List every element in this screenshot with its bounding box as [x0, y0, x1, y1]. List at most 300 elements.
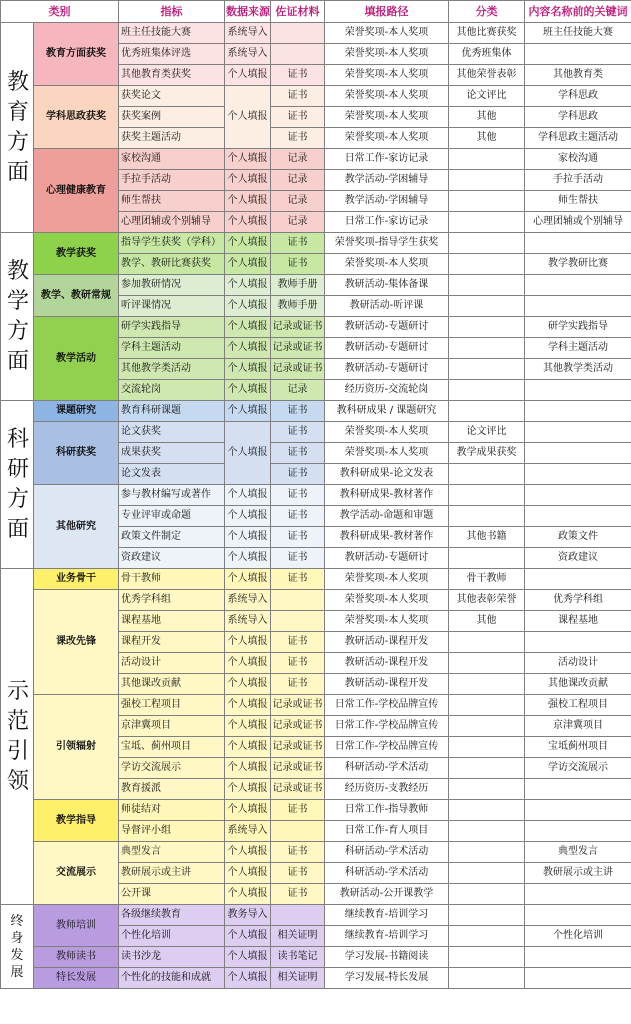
cell-path: 日常工作-学校品牌宣传 — [325, 716, 449, 737]
cell-evidence: 证书 — [271, 107, 325, 128]
cell-path: 教研活动-专题研讨 — [325, 359, 449, 380]
cell-path: 继续教育-培训学习 — [325, 905, 449, 926]
category-lifelong: 终身发展 — [1, 905, 34, 989]
cell-keyword — [525, 296, 631, 317]
cell-source: 个人填报 — [225, 212, 271, 233]
cell-indicator: 资政建议 — [119, 548, 225, 569]
cell-indicator: 交流轮岗 — [119, 380, 225, 401]
cell-keyword: 手拉手活动 — [525, 170, 631, 191]
cell-indicator: 典型发言 — [119, 842, 225, 863]
cell-indicator: 强校工程项目 — [119, 695, 225, 716]
cell-class — [449, 737, 525, 758]
cell-evidence: 证书 — [271, 548, 325, 569]
header-row — [1, 1, 631, 23]
cell-source: 个人填报 — [225, 338, 271, 359]
cell-evidence: 证书 — [271, 86, 325, 107]
cell-indicator: 其他教学类活动 — [119, 359, 225, 380]
cell-evidence: 证书 — [271, 884, 325, 905]
cell-indicator: 优秀学科组 — [119, 590, 225, 611]
cell-source: 系统导入 — [225, 23, 271, 44]
table-row — [1, 590, 631, 611]
cell-class — [449, 905, 525, 926]
cell-evidence: 证书 — [271, 653, 325, 674]
cell-path: 教科研成果-教材著作 — [325, 485, 449, 506]
cell-evidence — [271, 590, 325, 611]
cell-class — [449, 149, 525, 170]
cell-evidence: 证书 — [271, 842, 325, 863]
cell-indicator: 师徒结对 — [119, 800, 225, 821]
cell-indicator: 师生帮扶 — [119, 191, 225, 212]
cell-evidence: 证书 — [271, 65, 325, 86]
cell-class — [449, 380, 525, 401]
cell-class: 其他表彰荣誉 — [449, 590, 525, 611]
cell-keyword: 学科思政主题活动 — [525, 128, 631, 149]
subcategory: 科研获奖 — [34, 422, 119, 485]
cell-evidence: 记录 — [271, 191, 325, 212]
cell-path: 教科研成果-论文发表 — [325, 464, 449, 485]
cell-evidence: 证书 — [271, 506, 325, 527]
cell-class: 骨干教师 — [449, 569, 525, 590]
cell-class — [449, 674, 525, 695]
cell-class — [449, 359, 525, 380]
cell-evidence — [271, 905, 325, 926]
cell-path: 荣誉奖项-本人奖项 — [325, 254, 449, 275]
cell-class — [449, 485, 525, 506]
cell-keyword — [525, 569, 631, 590]
cell-source: 个人填报 — [225, 317, 271, 338]
cell-evidence: 记录 — [271, 149, 325, 170]
cell-keyword: 学科思政 — [525, 107, 631, 128]
cell-class — [449, 632, 525, 653]
cell-evidence: 证书 — [271, 254, 325, 275]
subcategory: 学科思政获奖 — [34, 86, 119, 149]
cell-class — [449, 170, 525, 191]
cell-keyword: 典型发言 — [525, 842, 631, 863]
cell-path: 日常工作-指导教师 — [325, 800, 449, 821]
cell-class: 论文评比 — [449, 422, 525, 443]
cell-path: 教研活动-公开课教学 — [325, 884, 449, 905]
cell-path: 教科研成果 / 课题研究 — [325, 401, 449, 422]
category-teaching: 教学方面 — [1, 233, 34, 401]
cell-path: 日常工作-家访记录 — [325, 149, 449, 170]
cell-evidence — [271, 611, 325, 632]
cell-path: 日常工作-学校品牌宣传 — [325, 695, 449, 716]
cell-class — [449, 317, 525, 338]
cell-source: 个人填报 — [225, 359, 271, 380]
cell-path: 教学活动-命题和审题 — [325, 506, 449, 527]
cell-indicator: 获奖主题活动 — [119, 128, 225, 149]
cell-evidence: 证书 — [271, 485, 325, 506]
cell-evidence: 教师手册 — [271, 275, 325, 296]
cell-indicator: 公开课 — [119, 884, 225, 905]
cell-class — [449, 548, 525, 569]
cell-indicator: 优秀班集体评选 — [119, 44, 225, 65]
cell-keyword — [525, 779, 631, 800]
cell-indicator: 宝坻、蓟州项目 — [119, 737, 225, 758]
cell-indicator: 课程基地 — [119, 611, 225, 632]
col-header-data-source: 数据来源 — [225, 1, 271, 23]
cell-class: 其他 — [449, 128, 525, 149]
cell-class: 教学成果获奖 — [449, 443, 525, 464]
cell-keyword — [525, 800, 631, 821]
cell-source: 系统导入 — [225, 821, 271, 842]
cell-source: 个人填报 — [225, 926, 271, 947]
table-row — [1, 800, 631, 821]
table-row — [1, 947, 631, 968]
subcategory: 教师读书 — [34, 947, 119, 968]
table-row — [1, 149, 631, 170]
cell-indicator: 手拉手活动 — [119, 170, 225, 191]
cell-source: 个人填报 — [225, 716, 271, 737]
cell-keyword: 个性化培训 — [525, 926, 631, 947]
cell-indicator: 学访交流展示 — [119, 758, 225, 779]
cell-evidence: 记录 — [271, 170, 325, 191]
cell-path: 教研活动-课程开发 — [325, 674, 449, 695]
cell-class — [449, 758, 525, 779]
subcategory: 其他研究 — [34, 485, 119, 569]
cell-path: 荣誉奖项-本人奖项 — [325, 128, 449, 149]
cell-source: 个人填报 — [225, 632, 271, 653]
cell-keyword: 优秀学科组 — [525, 590, 631, 611]
cell-keyword — [525, 422, 631, 443]
cell-indicator: 获奖论文 — [119, 86, 225, 107]
cell-source: 个人填报 — [225, 86, 271, 149]
cell-evidence — [271, 821, 325, 842]
cell-evidence: 证书 — [271, 401, 325, 422]
subcategory: 特长发展 — [34, 968, 119, 989]
cell-path: 科研活动-学术活动 — [325, 842, 449, 863]
cell-source: 系统导入 — [225, 44, 271, 65]
cell-source: 个人填报 — [225, 947, 271, 968]
cell-class — [449, 233, 525, 254]
cell-source: 个人填报 — [225, 758, 271, 779]
cell-evidence: 证书 — [271, 422, 325, 443]
cell-evidence: 记录或证书 — [271, 338, 325, 359]
cell-evidence: 记录 — [271, 380, 325, 401]
cell-class — [449, 968, 525, 989]
subcategory: 心理健康教育 — [34, 149, 119, 233]
cell-evidence: 证书 — [271, 674, 325, 695]
cell-source: 个人填报 — [225, 800, 271, 821]
cell-path: 科研活动-学术活动 — [325, 863, 449, 884]
table-row — [1, 86, 631, 107]
cell-keyword — [525, 464, 631, 485]
cell-evidence: 证书 — [271, 863, 325, 884]
cell-path: 荣誉奖项-本人奖项 — [325, 569, 449, 590]
table-row — [1, 842, 631, 863]
cell-class: 其他 — [449, 611, 525, 632]
cell-keyword: 心理团辅或个别辅导 — [525, 212, 631, 233]
cell-path: 教研活动-课程开发 — [325, 632, 449, 653]
category-demonstration: 示范引领 — [1, 569, 34, 905]
cell-keyword: 其他教育类 — [525, 65, 631, 86]
cell-keyword — [525, 947, 631, 968]
table-row — [1, 485, 631, 506]
cell-indicator: 教育援派 — [119, 779, 225, 800]
cell-class — [449, 212, 525, 233]
cell-path: 荣誉奖项-本人奖项 — [325, 611, 449, 632]
subcategory: 课题研究 — [34, 401, 119, 422]
cell-keyword: 师生帮扶 — [525, 191, 631, 212]
col-header-path: 填报路径 — [325, 1, 449, 23]
cell-indicator: 专业评审或命题 — [119, 506, 225, 527]
cell-indicator: 论文发表 — [119, 464, 225, 485]
cell-path: 荣誉奖项-本人奖项 — [325, 44, 449, 65]
cell-class — [449, 695, 525, 716]
cell-keyword — [525, 44, 631, 65]
subcategory: 教学活动 — [34, 317, 119, 401]
cell-path: 科研活动-学术活动 — [325, 758, 449, 779]
cell-indicator: 家校沟通 — [119, 149, 225, 170]
cell-source: 个人填报 — [225, 233, 271, 254]
cell-keyword: 学访交流展示 — [525, 758, 631, 779]
cell-indicator: 政策文件制定 — [119, 527, 225, 548]
cell-indicator: 学科主题活动 — [119, 338, 225, 359]
cell-keyword: 家校沟通 — [525, 149, 631, 170]
cell-path: 教研活动-听评课 — [325, 296, 449, 317]
cell-class — [449, 464, 525, 485]
cell-source: 个人填报 — [225, 254, 271, 275]
cell-keyword — [525, 443, 631, 464]
cell-source: 个人填报 — [225, 170, 271, 191]
cell-path: 教学活动-学困辅导 — [325, 191, 449, 212]
cell-path: 日常工作-学校品牌宣传 — [325, 737, 449, 758]
cell-keyword: 研学实践指导 — [525, 317, 631, 338]
cell-path: 经历资历-支教经历 — [325, 779, 449, 800]
cell-source: 系统导入 — [225, 611, 271, 632]
col-header-classification: 分类 — [449, 1, 525, 23]
cell-evidence: 证书 — [271, 233, 325, 254]
subcategory: 业务骨干 — [34, 569, 119, 590]
cell-evidence — [271, 44, 325, 65]
cell-path: 荣誉奖项-本人奖项 — [325, 107, 449, 128]
cell-keyword: 资政建议 — [525, 548, 631, 569]
cell-evidence: 证书 — [271, 527, 325, 548]
cell-indicator: 教育科研课题 — [119, 401, 225, 422]
cell-keyword: 其他课改贡献 — [525, 674, 631, 695]
cell-indicator: 课程开发 — [119, 632, 225, 653]
subcategory: 教师培训 — [34, 905, 119, 947]
cell-class — [449, 275, 525, 296]
subcategory: 引领辐射 — [34, 695, 119, 800]
cell-class — [449, 338, 525, 359]
subcategory: 教学指导 — [34, 800, 119, 842]
cell-path: 荣誉奖项-本人奖项 — [325, 65, 449, 86]
cell-path: 学习发展-特长发展 — [325, 968, 449, 989]
cell-keyword: 教研展示或主讲 — [525, 863, 631, 884]
cell-keyword — [525, 485, 631, 506]
cell-evidence: 证书 — [271, 128, 325, 149]
cell-path: 教研活动-集体备课 — [325, 275, 449, 296]
cell-source: 个人填报 — [225, 422, 271, 485]
cell-path: 教研活动-课程开发 — [325, 653, 449, 674]
cell-path: 荣誉奖项-本人奖项 — [325, 86, 449, 107]
col-header-keyword: 内容名称前的关键词 — [525, 1, 631, 23]
cell-indicator: 京津冀项目 — [119, 716, 225, 737]
cell-indicator: 其他教育类获奖 — [119, 65, 225, 86]
cell-source: 个人填报 — [225, 884, 271, 905]
cell-keyword — [525, 968, 631, 989]
cell-evidence: 记录 — [271, 212, 325, 233]
cell-indicator: 研学实践指导 — [119, 317, 225, 338]
cell-class — [449, 884, 525, 905]
cell-keyword: 宝坻蓟州项目 — [525, 737, 631, 758]
cell-class — [449, 779, 525, 800]
table-row — [1, 422, 631, 443]
cell-keyword: 课程基地 — [525, 611, 631, 632]
cell-path: 荣誉奖项-本人奖项 — [325, 23, 449, 44]
cell-keyword: 学科思政 — [525, 86, 631, 107]
cell-source: 个人填报 — [225, 275, 271, 296]
table-row — [1, 695, 631, 716]
cell-source: 个人填报 — [225, 968, 271, 989]
table-row — [1, 968, 631, 989]
cell-evidence: 读书笔记 — [271, 947, 325, 968]
cell-class: 其他比赛获奖 — [449, 23, 525, 44]
cell-evidence: 证书 — [271, 632, 325, 653]
cell-keyword: 学科主题活动 — [525, 338, 631, 359]
cell-class: 其他书籍 — [449, 527, 525, 548]
table-row — [1, 23, 631, 44]
cell-class — [449, 191, 525, 212]
cell-indicator: 骨干教师 — [119, 569, 225, 590]
cell-source: 个人填报 — [225, 401, 271, 422]
cell-source: 个人填报 — [225, 485, 271, 506]
col-header-indicator: 指标 — [119, 1, 225, 23]
cell-path: 学习发展-书籍阅读 — [325, 947, 449, 968]
cell-keyword: 活动设计 — [525, 653, 631, 674]
cell-class: 其他荣誉表彰 — [449, 65, 525, 86]
category-education: 教育方面 — [1, 23, 34, 233]
table-row — [1, 317, 631, 338]
cell-class — [449, 506, 525, 527]
subcategory: 教育方面获奖 — [34, 23, 119, 86]
cell-evidence: 证书 — [271, 569, 325, 590]
cell-class: 论文评比 — [449, 86, 525, 107]
cell-path: 日常工作-家访记录 — [325, 212, 449, 233]
cell-indicator: 参加教研情况 — [119, 275, 225, 296]
cell-path: 继续教育-培训学习 — [325, 926, 449, 947]
cell-indicator: 获奖案例 — [119, 107, 225, 128]
cell-source: 个人填报 — [225, 863, 271, 884]
cell-keyword — [525, 905, 631, 926]
cell-path: 教科研成果-教材著作 — [325, 527, 449, 548]
cell-class: 优秀班集体 — [449, 44, 525, 65]
cell-path: 教研活动-专题研讨 — [325, 338, 449, 359]
cell-indicator: 个性化培训 — [119, 926, 225, 947]
cell-class — [449, 842, 525, 863]
cell-source: 个人填报 — [225, 653, 271, 674]
cell-indicator: 活动设计 — [119, 653, 225, 674]
cell-class — [449, 926, 525, 947]
cell-class — [449, 821, 525, 842]
cell-evidence: 记录或证书 — [271, 779, 325, 800]
cell-class — [449, 716, 525, 737]
cell-class — [449, 401, 525, 422]
cell-source: 个人填报 — [225, 506, 271, 527]
cell-indicator: 论文获奖 — [119, 422, 225, 443]
cell-keyword — [525, 233, 631, 254]
table-row — [1, 401, 631, 422]
cell-evidence: 记录或证书 — [271, 317, 325, 338]
cell-evidence: 记录或证书 — [271, 359, 325, 380]
cell-source: 个人填报 — [225, 779, 271, 800]
subcategory: 教学获奖 — [34, 233, 119, 275]
table-row — [1, 569, 631, 590]
cell-class — [449, 800, 525, 821]
cell-path: 荣誉奖项-本人奖项 — [325, 443, 449, 464]
cell-evidence: 证书 — [271, 464, 325, 485]
cell-source: 个人填报 — [225, 527, 271, 548]
col-header-category: 类别 — [1, 1, 119, 23]
cell-keyword: 政策文件 — [525, 527, 631, 548]
cell-source: 个人填报 — [225, 569, 271, 590]
cell-class — [449, 296, 525, 317]
cell-keyword — [525, 380, 631, 401]
cell-keyword — [525, 506, 631, 527]
cell-path: 教研活动-专题研讨 — [325, 548, 449, 569]
cell-evidence: 记录或证书 — [271, 716, 325, 737]
cell-evidence: 教师手册 — [271, 296, 325, 317]
cell-indicator: 其他课改贡献 — [119, 674, 225, 695]
cell-indicator: 各级继续教育 — [119, 905, 225, 926]
cell-path: 教学活动-学困辅导 — [325, 170, 449, 191]
cell-evidence — [271, 23, 325, 44]
cell-class — [449, 947, 525, 968]
cell-indicator: 参与教材编写或著作 — [119, 485, 225, 506]
cell-keyword: 班主任技能大赛 — [525, 23, 631, 44]
cell-indicator: 教学、教研比赛获奖 — [119, 254, 225, 275]
cell-path: 教研活动-专题研讨 — [325, 317, 449, 338]
cell-source: 个人填报 — [225, 65, 271, 86]
cell-source: 个人填报 — [225, 737, 271, 758]
cell-class: 其他 — [449, 107, 525, 128]
cell-indicator: 听评课情况 — [119, 296, 225, 317]
cell-source: 个人填报 — [225, 149, 271, 170]
cell-class — [449, 863, 525, 884]
cell-indicator: 成果获奖 — [119, 443, 225, 464]
cell-source: 个人填报 — [225, 842, 271, 863]
cell-keyword — [525, 821, 631, 842]
cell-source: 个人填报 — [225, 695, 271, 716]
cell-evidence: 记录或证书 — [271, 695, 325, 716]
subcategory: 教学、教研常规 — [34, 275, 119, 317]
cell-evidence: 记录或证书 — [271, 758, 325, 779]
cell-path: 荣誉奖项-指导学生获奖 — [325, 233, 449, 254]
cell-indicator: 个性化的技能和成就 — [119, 968, 225, 989]
cell-source: 个人填报 — [225, 548, 271, 569]
cell-indicator: 教研展示或主讲 — [119, 863, 225, 884]
cell-keyword — [525, 632, 631, 653]
cell-evidence: 相关证明 — [271, 926, 325, 947]
cell-path: 荣誉奖项-本人奖项 — [325, 422, 449, 443]
cell-source: 系统导入 — [225, 590, 271, 611]
cell-keyword — [525, 884, 631, 905]
table-row — [1, 275, 631, 296]
cell-indicator: 指导学生获奖（学科） — [119, 233, 225, 254]
cell-indicator: 班主任技能大赛 — [119, 23, 225, 44]
cell-source: 个人填报 — [225, 296, 271, 317]
cell-source: 个人填报 — [225, 380, 271, 401]
subcategory: 交流展示 — [34, 842, 119, 905]
cell-evidence: 证书 — [271, 800, 325, 821]
cell-path: 荣誉奖项-本人奖项 — [325, 590, 449, 611]
cell-indicator: 读书沙龙 — [119, 947, 225, 968]
cell-class — [449, 653, 525, 674]
cell-source: 教务导入 — [225, 905, 271, 926]
cell-keyword: 京津冀项目 — [525, 716, 631, 737]
subcategory: 课改先锋 — [34, 590, 119, 695]
